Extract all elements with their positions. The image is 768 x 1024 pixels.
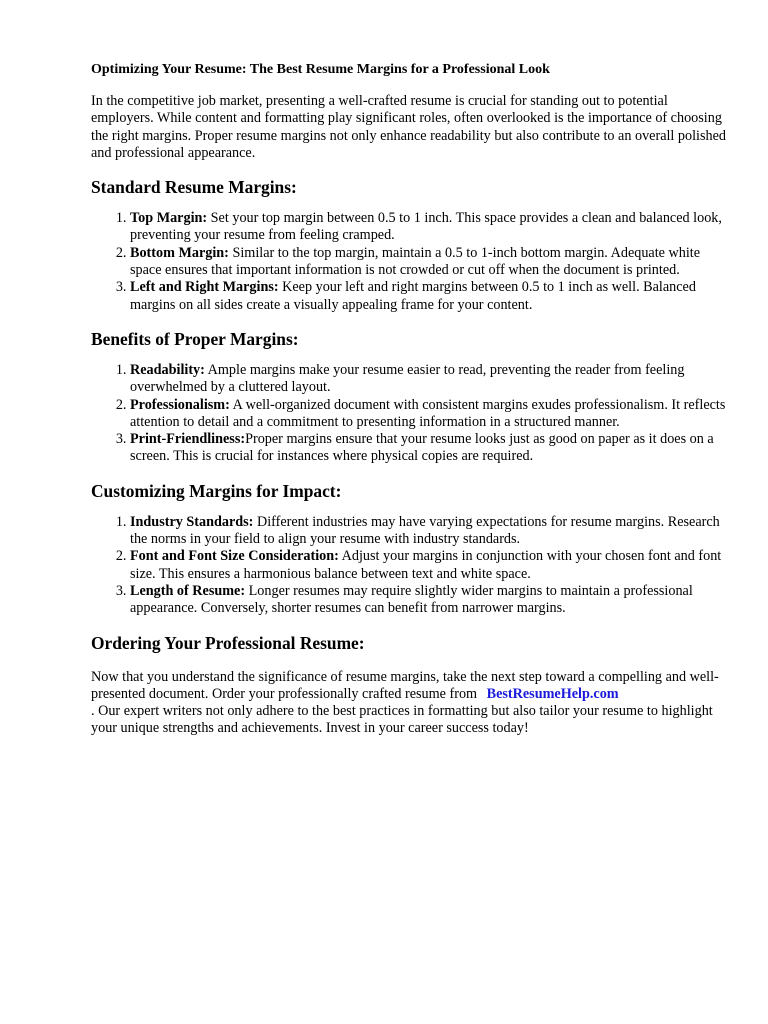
ordering-paragraph (91, 669, 728, 738)
item-term: Print-Friendliness: (130, 431, 246, 448)
item-term: Top Margin: (130, 210, 208, 227)
bestresumehelp-link[interactable]: BestResumeHelp.com (486, 685, 619, 702)
intro-paragraph: In the competitive job market, presenting a well-crafted resume is crucial for standing out to potential employers. While content and formatting play significant roles, often overlooked is the importance of choosing the right margins. Proper resume margins not only enhance readability but also contribute to an overall polished and professional appearance. (91, 93, 727, 161)
item-term: Readability: (130, 361, 205, 378)
item-text: Longer resumes may require slightly wider margins to maintain a professional appearance. Conversely, shorter resumes can benefit from narrower margins. (130, 582, 693, 617)
list-item (130, 583, 728, 618)
list-item (130, 210, 728, 245)
ordering-text-before: Now that you understand the significance of resume margins, take the next step toward a compelling and well-presented document. Order your professionally crafted resume from (91, 668, 719, 702)
item-term: Industry Standards: (130, 513, 254, 530)
list-customizing-margins (91, 514, 728, 618)
list-item (130, 362, 728, 397)
list-item (130, 279, 728, 314)
heading-benefits: Benefits of Proper Margins: (91, 328, 299, 349)
item-text: Different industries may have varying expectations for resume margins. Research the norms in your field to align your resume with industry standards. (130, 513, 720, 548)
document-title: Optimizing Your Resume: The Best Resume Margins for a Professional Look (91, 62, 550, 77)
heading-standard-margins: Standard Resume Margins: (91, 177, 297, 198)
heading-customizing-margins: Customizing Margins for Impact: (91, 480, 342, 501)
item-text: Proper margins ensure that your resume looks just as good on paper as it does on a screen. This is crucial for instances where physical copies are required. (130, 431, 714, 465)
list-standard-margins (91, 210, 728, 314)
item-text: A well-organized document with consistent margins exudes professionalism. It reflects attention to detail and a commitment to presenting information in a structured manner. (130, 396, 726, 430)
list-item (130, 245, 728, 280)
item-text: Adjust your margins in conjunction with your chosen font and font size. This ensures a harmonious balance between text and white space. (130, 548, 722, 582)
item-text: Set your top margin between 0.5 to 1 inch. This space provides a clean and balanced look, preventing your resume from feeling cramped. (130, 210, 722, 244)
heading-ordering: Ordering Your Professional Resume: (91, 632, 365, 653)
item-text: Ample margins make your resume easier to read, preventing the reader from feeling overwhelmed by a cluttered layout. (130, 361, 685, 396)
list-benefits (91, 362, 728, 466)
list-item (130, 514, 728, 549)
item-term: Bottom Margin: (130, 244, 229, 261)
ordering-text-after: . Our expert writers not only adhere to the best practices in formatting but also tailor your resume to highlight your unique strengths and achievements. Invest in your career success today! (91, 703, 713, 737)
list-item (130, 431, 728, 466)
item-text: Keep your left and right margins between 0.5 to 1 inch as well. Balanced margins on all sides create a visually appealing frame for your content. (130, 279, 696, 313)
list-item (130, 397, 728, 432)
item-term: Left and Right Margins: (130, 279, 279, 296)
item-term: Font and Font Size Consideration: (130, 548, 339, 565)
item-term: Length of Resume: (130, 582, 246, 599)
item-term: Professionalism: (130, 396, 230, 413)
list-item (130, 548, 728, 583)
item-text: Similar to the top margin, maintain a 0.5 to 1-inch bottom margin. Adequate white space ensures that important information is not crowded or cut off when the document is printed. (130, 244, 701, 279)
